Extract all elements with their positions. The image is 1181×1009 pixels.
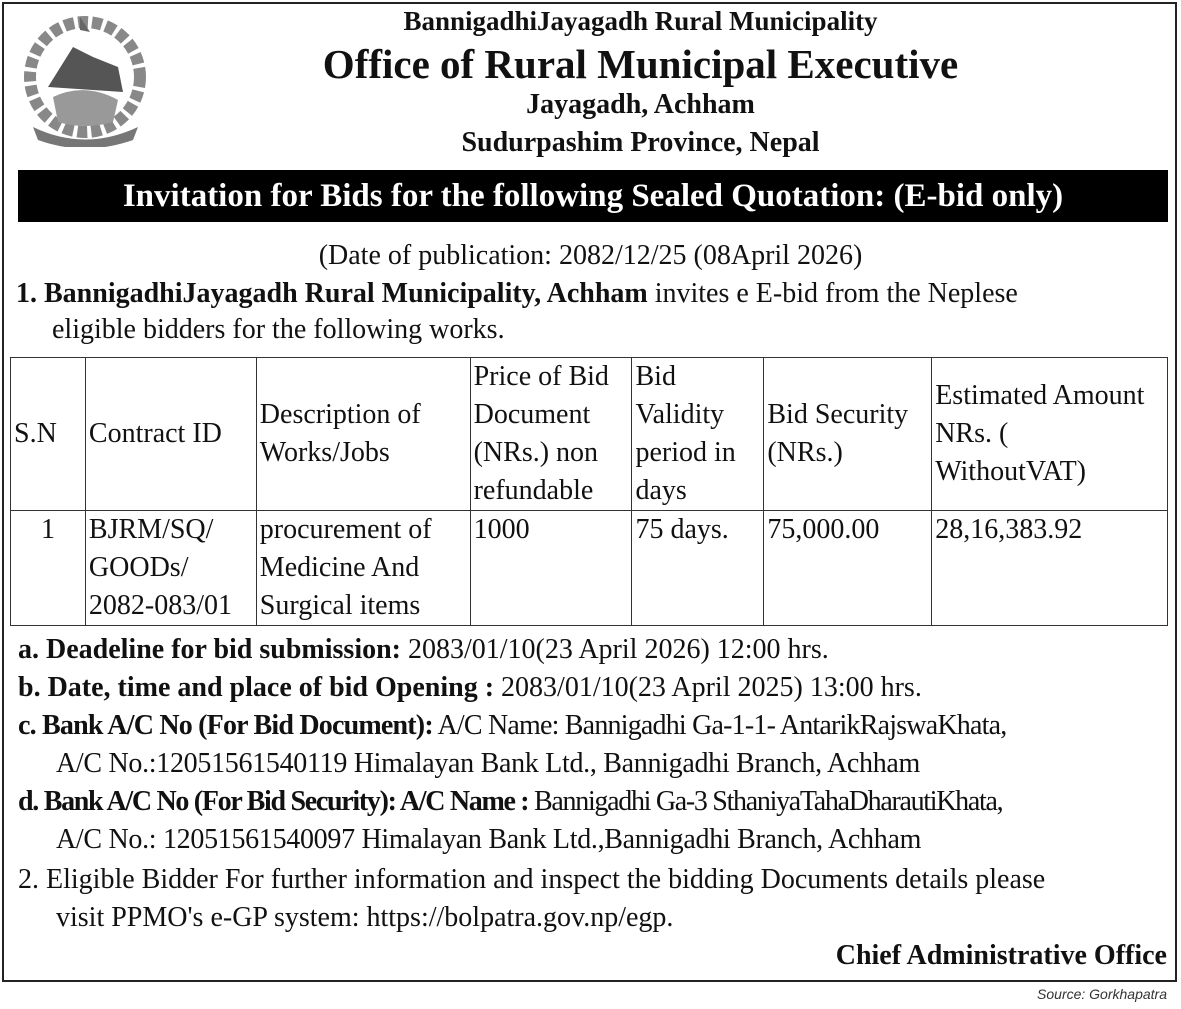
header-price: Price of Bid Document (NRs.) non refundable (470, 358, 632, 511)
cell-estimated: 28,16,383.92 (932, 511, 1168, 626)
cell-validity: 75 days. (632, 511, 764, 626)
item-a (18, 634, 829, 666)
notice-title: Invitation for Bids for the following Sealed Quotation: (E-bid only) (18, 170, 1168, 222)
item-bold: Bank A/C No (For Bid Document): (42, 710, 433, 741)
header-security: Bid Security (NRs.) (764, 358, 932, 511)
intro-bold: BannigadhiJayagadh Rural Municipality, Achham (44, 278, 648, 309)
item-d (18, 786, 1002, 818)
publication-date: (Date of publication: 2082/12/25 (08April 2026) (318, 240, 863, 271)
municipality-name: BannigadhiJayagadh Rural Municipality (403, 6, 878, 36)
cell-price: 1000 (470, 511, 632, 626)
cell-contract-id: BJRM/SQ/ GOODs/ 2082-083/01 (85, 511, 256, 626)
intro-number: 1. (16, 278, 37, 309)
point-2-line-1 (18, 864, 1045, 896)
source-label: Source: Gorkhapatra (1037, 986, 1167, 1002)
office-location: Jayagadh, Achham (526, 89, 755, 120)
item-c-line-2: A/C No.:12051561540119 Himalayan Bank Ltd., Bannigadhi Branch, Achham (56, 748, 921, 779)
item-bold: Date, time and place of bid Opening : (47, 672, 495, 703)
header-description: Description of Works/Jobs (256, 358, 470, 511)
intro-line-2: eligible bidders for the following works. (52, 314, 505, 345)
item-c (18, 710, 1006, 742)
intro-text: invites e E-bid from the Neplese (647, 278, 1018, 309)
item-text: Bannigadhi Ga-3 SthaniyaTahaDharautiKhata, (528, 786, 1003, 817)
table-header-row (11, 358, 1168, 511)
signature: Chief Administrative Office (835, 940, 1167, 971)
nepal-emblem-icon (18, 12, 153, 147)
item-bold: Bank A/C No (For Bid Security): A/C Name : (43, 786, 529, 817)
header-sn: S.N (11, 358, 86, 511)
header-validity: Bid Validity period in days (632, 358, 764, 511)
item-text: 2083/01/10(23 April 2025) 13:00 hrs. (494, 672, 922, 703)
header-contract-id: Contract ID (85, 358, 256, 511)
item-text: 2083/01/10(23 April 2026) 12:00 hrs. (401, 634, 829, 665)
works-table (10, 357, 1168, 626)
office-name: Office of Rural Municipal Executive (322, 41, 959, 87)
cell-sn: 1 (11, 511, 86, 626)
table-row (11, 511, 1168, 626)
cell-security: 75,000.00 (764, 511, 932, 626)
item-d-line-2: A/C No.: 12051561540097 Himalayan Bank Ltd.,Bannigadhi Branch, Achham (56, 824, 922, 855)
cell-description: procurement of Medicine And Surgical items (256, 511, 470, 626)
header-estimated: Estimated Amount NRs. ( WithoutVAT) (932, 358, 1168, 511)
office-province: Sudurpashim Province, Nepal (461, 127, 820, 158)
point-2-text: Eligible Bidder For further information and inspect the bidding Documents details please (46, 864, 1046, 895)
item-label: b. (18, 672, 41, 703)
point-2-number: 2. (18, 864, 39, 895)
item-label: d. (18, 786, 38, 817)
item-bold: Deadeline for bid submission: (46, 634, 401, 665)
item-text: A/C Name: Bannigadhi Ga-1-1- AntarikRajswaKhata, (432, 710, 1007, 741)
point-2-line-2: visit PPMO's e-GP system: https://bolpatra.gov.np/egp. (56, 902, 674, 933)
item-b (18, 672, 922, 704)
item-label: a. (18, 634, 39, 665)
intro-line-1 (16, 278, 1018, 310)
item-label: c. (18, 710, 36, 741)
